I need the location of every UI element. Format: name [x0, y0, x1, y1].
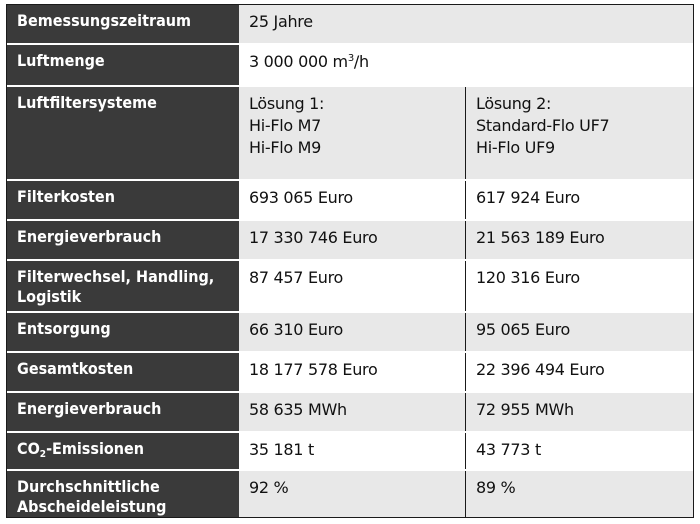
label-line: Filterwechsel, Handling,: [17, 267, 215, 286]
row-value: 25 Jahre: [239, 5, 693, 43]
table-row: [7, 433, 693, 471]
table-row: [7, 393, 693, 433]
solution-1-cell: 18 177 578 Euro: [239, 353, 465, 391]
row-label: Energieverbrauch: [7, 221, 239, 259]
solution-1-cell: 66 310 Euro: [239, 313, 465, 351]
row-label: [7, 261, 239, 311]
superscript: 3: [347, 53, 354, 64]
cell-line: Lösung 1:: [249, 94, 325, 113]
table-row: [7, 353, 693, 393]
label-text: -Emissionen: [46, 439, 145, 458]
solution-1-cell: 58 635 MWh: [239, 393, 465, 431]
solution-1-cell: [239, 87, 465, 179]
row-label: Gesamtkosten: [7, 353, 239, 391]
solution-1-cell: 35 181 t: [239, 433, 465, 469]
cell-line: Hi-Flo M7: [249, 116, 322, 135]
table-row: [7, 87, 693, 181]
row-label: Energieverbrauch: [7, 393, 239, 431]
solution-2-cell: 43 773 t: [465, 433, 693, 469]
solution-1-cell: 693 065 Euro: [239, 181, 465, 219]
value-text: 3 000 000 m: [249, 52, 348, 71]
solution-2-cell: 72 955 MWh: [465, 393, 693, 431]
comparison-table: [6, 4, 694, 518]
row-label: Luftfiltersysteme: [7, 87, 239, 179]
table-row: [7, 45, 693, 87]
row-value: [239, 45, 693, 85]
cell-line: Lösung 2:: [476, 94, 552, 113]
row-label: [7, 433, 239, 469]
table-row: [7, 5, 693, 45]
cell-line: Hi-Flo M9: [249, 138, 322, 157]
label-line: Durchschnittliche: [17, 477, 160, 496]
solution-2-cell: [465, 87, 693, 179]
cell-line: Hi-Flo UF9: [476, 138, 555, 157]
solution-2-cell: 95 065 Euro: [465, 313, 693, 351]
label-text: CO: [17, 439, 40, 458]
solution-1-cell: 17 330 746 Euro: [239, 221, 465, 259]
row-label: Entsorgung: [7, 313, 239, 351]
cell-line: Standard-Flo UF7: [476, 116, 610, 135]
label-line: Logistik: [17, 287, 82, 306]
row-label: Bemessungszeitraum: [7, 5, 239, 43]
solution-2-cell: 617 924 Euro: [465, 181, 693, 219]
table-row: [7, 221, 693, 261]
solution-2-cell: 22 396 494 Euro: [465, 353, 693, 391]
row-label: Luftmenge: [7, 45, 239, 85]
solution-2-cell: 89 %: [465, 471, 693, 517]
row-label: Filterkosten: [7, 181, 239, 219]
table-row: [7, 313, 693, 353]
label-line: Abscheideleistung: [17, 497, 167, 516]
table-row: [7, 471, 693, 517]
table-row: [7, 261, 693, 313]
solution-2-cell: 120 316 Euro: [465, 261, 693, 311]
row-label: [7, 471, 239, 517]
solution-2-cell: 21 563 189 Euro: [465, 221, 693, 259]
solution-1-cell: 92 %: [239, 471, 465, 517]
solution-1-cell: 87 457 Euro: [239, 261, 465, 311]
subscript: 2: [39, 449, 47, 460]
table-row: [7, 181, 693, 221]
value-text: /h: [353, 52, 369, 71]
